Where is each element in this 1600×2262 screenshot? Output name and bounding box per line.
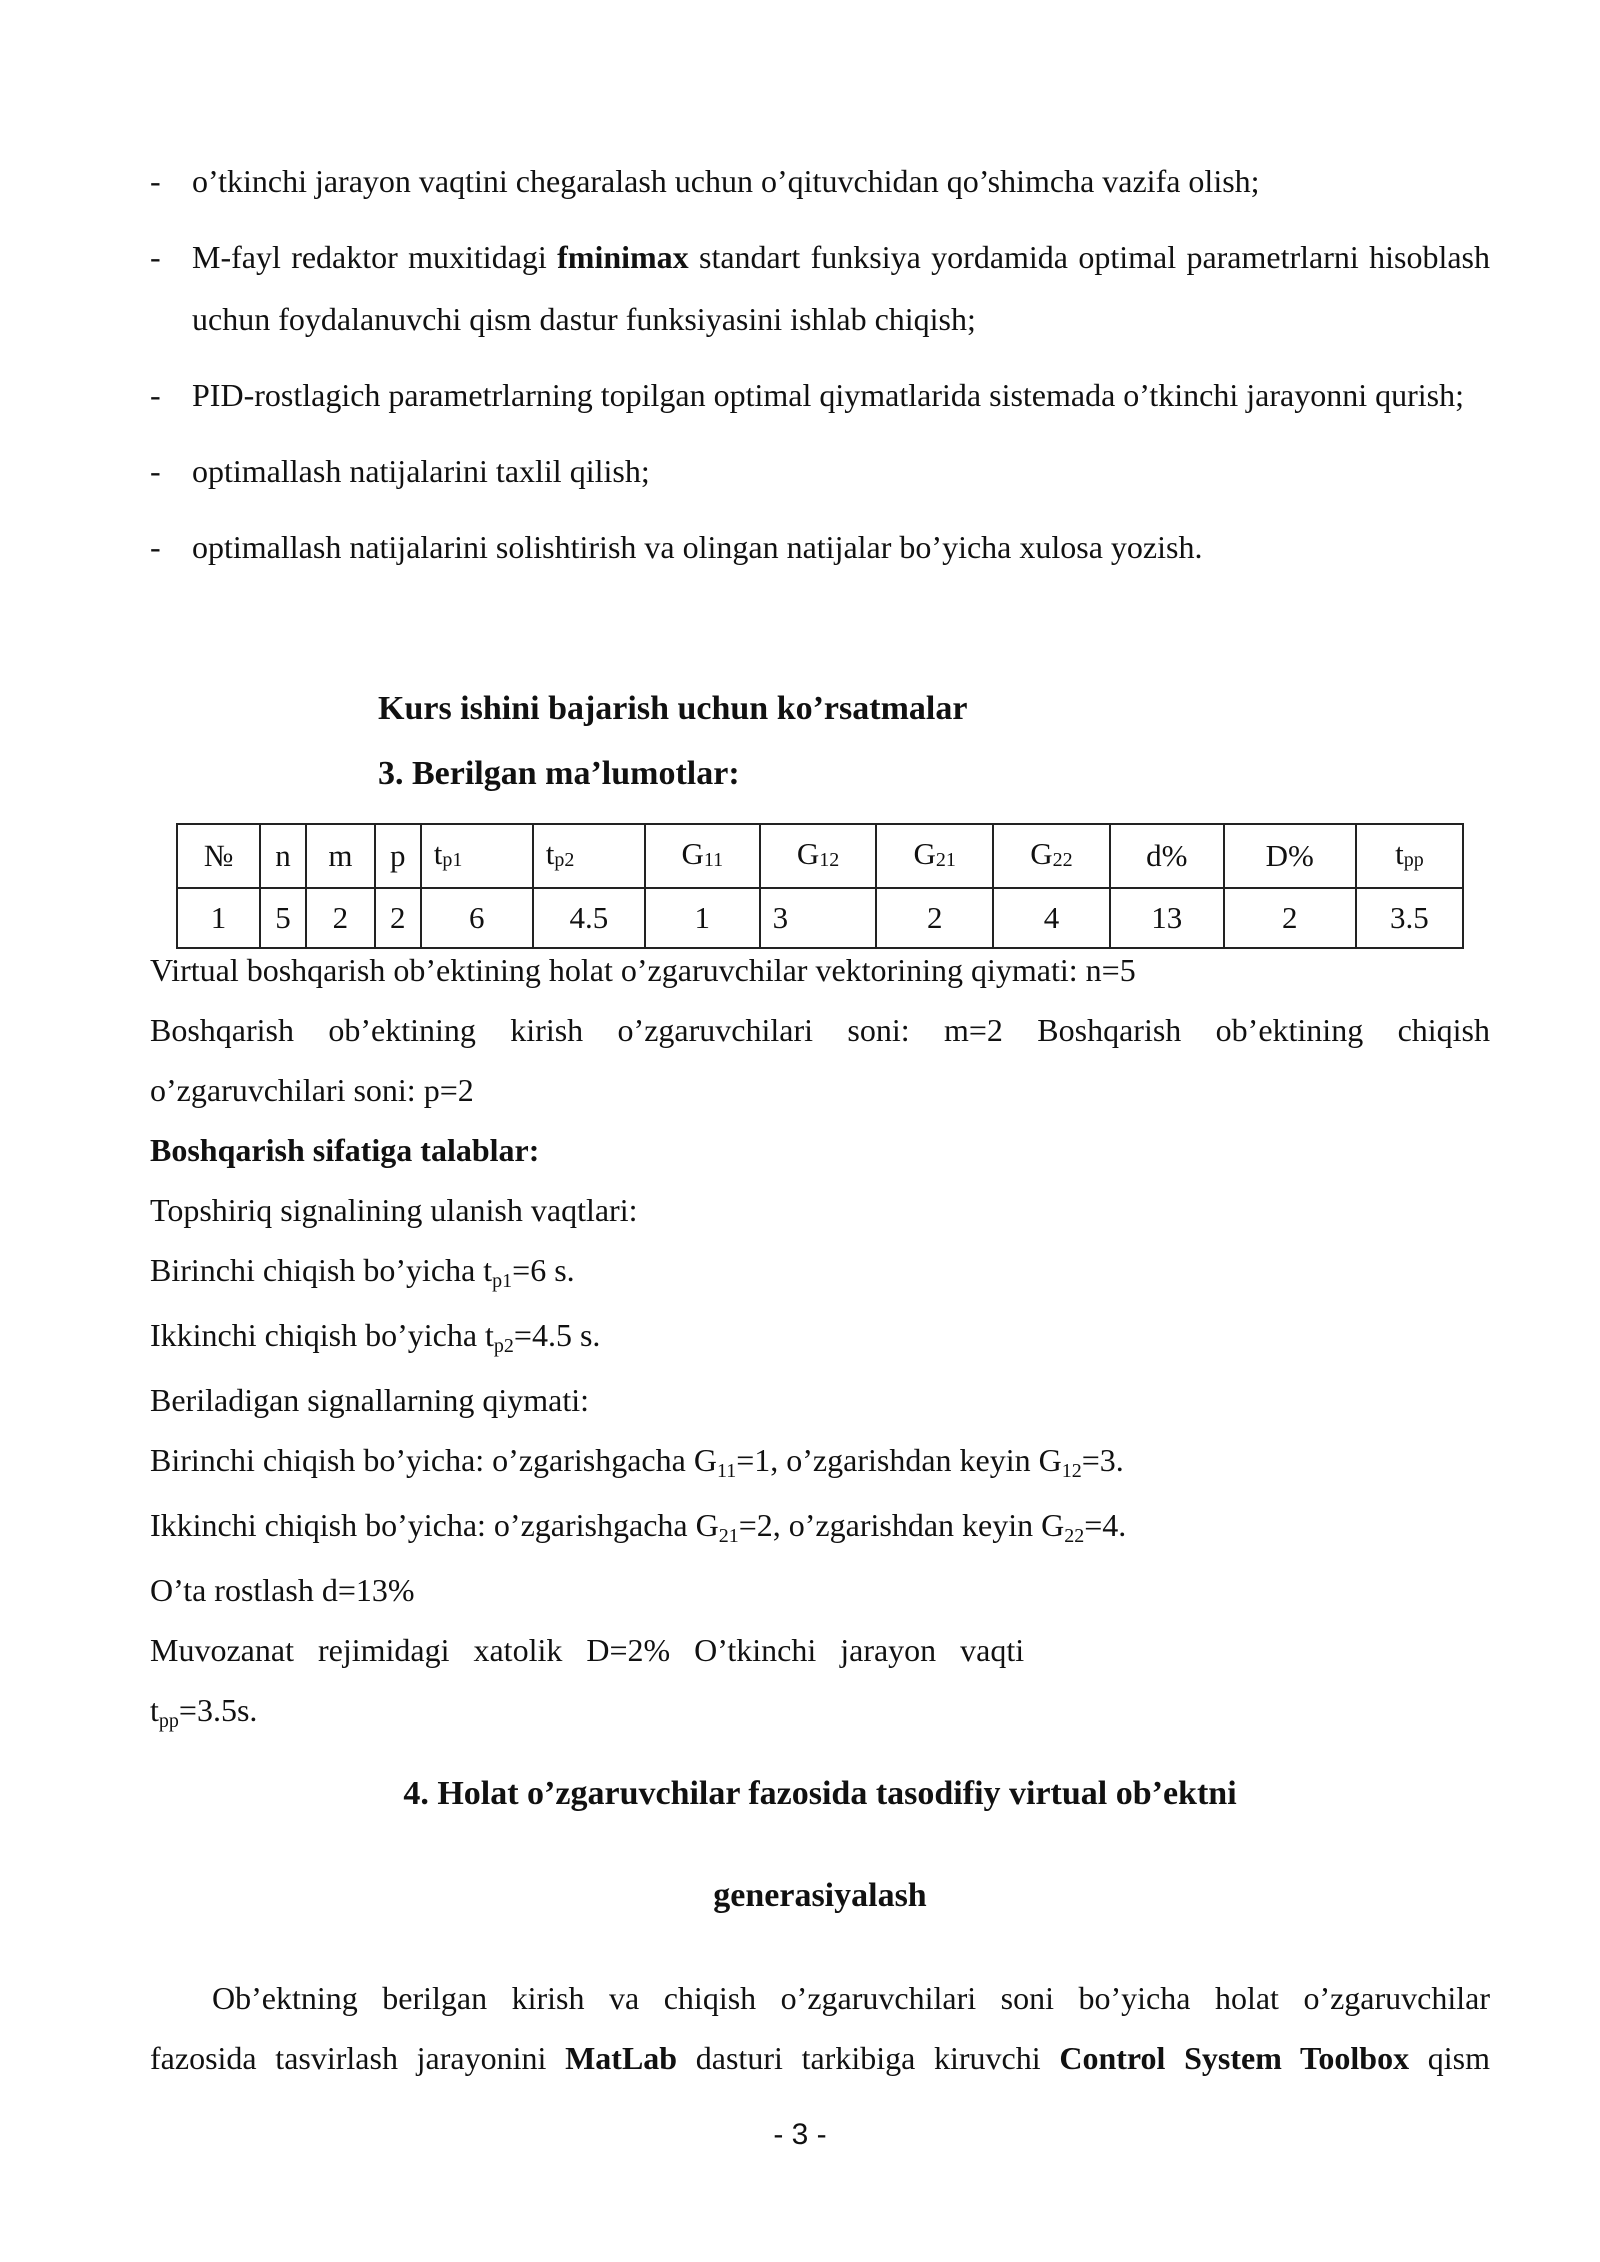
bullet-text: optimallash natijalarini solishtirish va olingan natijalar bo’yicha xulosa yozish. bbox=[192, 529, 1203, 565]
header-cell: № bbox=[177, 824, 260, 888]
given-data-block bbox=[150, 940, 1490, 1745]
header-cell: $t_{p1}$ bbox=[421, 824, 533, 888]
input-output-count-line: Boshqarish ob’ektining kirish o’zgaruvchilari soni: m=2 Boshqarish ob’ektining chiqish bbox=[150, 1012, 1490, 1048]
state-vector-line: Virtual boshqarish ob’ektining holat o’zgaruvchilar vektorining qiymati: n=5 bbox=[150, 952, 1136, 988]
bullet-text: PID-rostlagich parametrlarning topilgan optimal qiymatlarida sistemada o’tkinchi jarayonni qurish; bbox=[192, 377, 1464, 413]
header-cell: $t_{pp}$ bbox=[1356, 824, 1463, 888]
error-time-line: Muvozanat rejimidagi xatolik D=2% O’tkinchi jarayon vaqti bbox=[150, 1632, 1025, 1668]
table-cell: 3 bbox=[760, 888, 877, 948]
requirements-title: Boshqarish sifatiga talablar: bbox=[150, 1132, 540, 1168]
table-cell: 2 bbox=[306, 888, 375, 948]
transient-time-line: $t_{pp}=3.5s$. bbox=[150, 1692, 258, 1732]
bullet-item bbox=[150, 516, 1490, 578]
header-cell: m bbox=[306, 824, 375, 888]
table-cell: 5 bbox=[260, 888, 306, 948]
header-cell: p bbox=[375, 824, 421, 888]
bullet-item bbox=[150, 226, 1490, 350]
output-count-line: o’zgaruvchilari soni: p=2 bbox=[150, 1072, 474, 1108]
header-cell: $G_{22}$ bbox=[993, 824, 1110, 888]
header-cell: $G_{12}$ bbox=[760, 824, 877, 888]
header-cell: n bbox=[260, 824, 306, 888]
instructions-heading: Kurs ishini bajarish uchun ko’rsatmalar bbox=[378, 690, 968, 727]
table-cell: 2 bbox=[375, 888, 421, 948]
bullet-text: M-fayl redaktor muxitidagi bbox=[192, 239, 558, 275]
table-cell: 4.5 bbox=[533, 888, 645, 948]
bullet-item bbox=[150, 150, 1490, 212]
signal-times-line: Topshiriq signalining ulanish vaqtlari: bbox=[150, 1192, 638, 1228]
header-cell: D% bbox=[1224, 824, 1356, 888]
table-cell: 13 bbox=[1110, 888, 1224, 948]
second-output-time-line: Ikkinchi chiqish bo’yicha $t_{p2}=4.5$ s. bbox=[150, 1317, 601, 1357]
header-cell: d% bbox=[1110, 824, 1224, 888]
bullet-text: optimallash natijalarini taxlil qilish; bbox=[192, 453, 650, 489]
table-cell: 3.5 bbox=[1356, 888, 1463, 948]
table-cell: 1 bbox=[177, 888, 260, 948]
section-4-heading-continued: generasiyalash bbox=[713, 1877, 927, 1914]
table-cell: 1 bbox=[645, 888, 760, 948]
page-number: - 3 - bbox=[773, 2118, 827, 2151]
bullet-text: standart funksiya yordamida optimal parametrlarni hisoblash uchun foydalanuvchi qism dastur funksiyasini ishlab chiqish; bbox=[192, 239, 1491, 337]
section-4-heading: 4. Holat o’zgaruvchilar fazosida tasodifiy virtual ob’ektni bbox=[403, 1775, 1237, 1812]
body-paragraph bbox=[150, 1968, 1490, 2088]
table-header-row bbox=[177, 824, 1463, 888]
header-cell: $t_{p2}$ bbox=[533, 824, 645, 888]
bullet-item bbox=[150, 364, 1490, 426]
header-cell: $G_{11}$ bbox=[645, 824, 760, 888]
first-output-values-line: Birinchi chiqish bo’yicha: o’zgarishgacha $G_{11}=1$, o’zgarishdan keyin $G_{12}=3$. bbox=[150, 1442, 1124, 1482]
paragraph-line: Ob’ektning berilgan kirish va chiqish o’zgaruvchilari soni bo’yicha holat o’zgaruvchilar bbox=[212, 1980, 1490, 2016]
second-output-values-line: Ikkinchi chiqish bo’yicha: o’zgarishgacha $G_{21}=2$, o’zgarishdan keyin $G_{22}=4$. bbox=[150, 1507, 1127, 1547]
overshoot-line: O’ta rostlash d=13% bbox=[150, 1572, 415, 1608]
section-3-heading: 3. Berilgan ma’lumotlar: bbox=[378, 755, 740, 792]
table-row bbox=[177, 888, 1463, 948]
first-output-time-line: Birinchi chiqish bo’yicha $t_{p1}=6$ s. bbox=[150, 1252, 575, 1292]
task-bullet-list bbox=[150, 150, 1490, 592]
table-cell: 2 bbox=[876, 888, 993, 948]
table-cell: 6 bbox=[421, 888, 533, 948]
signal-values-line: Beriladigan signallarning qiymati: bbox=[150, 1382, 590, 1418]
function-name: fminimax bbox=[557, 239, 689, 275]
table-cell: 4 bbox=[993, 888, 1110, 948]
parameters-table bbox=[176, 823, 1464, 949]
bullet-text: o’tkinchi jarayon vaqtini chegaralash uchun o’qituvchidan qo’shimcha vazifa olish; bbox=[192, 163, 1260, 199]
header-cell: $G_{21}$ bbox=[876, 824, 993, 888]
table-cell: 2 bbox=[1224, 888, 1356, 948]
bullet-item bbox=[150, 440, 1490, 502]
paragraph-line: fazosida tasvirlash jarayonini MatLab dasturi tarkibiga kiruvchi Control System Toolbox qism bbox=[150, 2040, 1491, 2076]
